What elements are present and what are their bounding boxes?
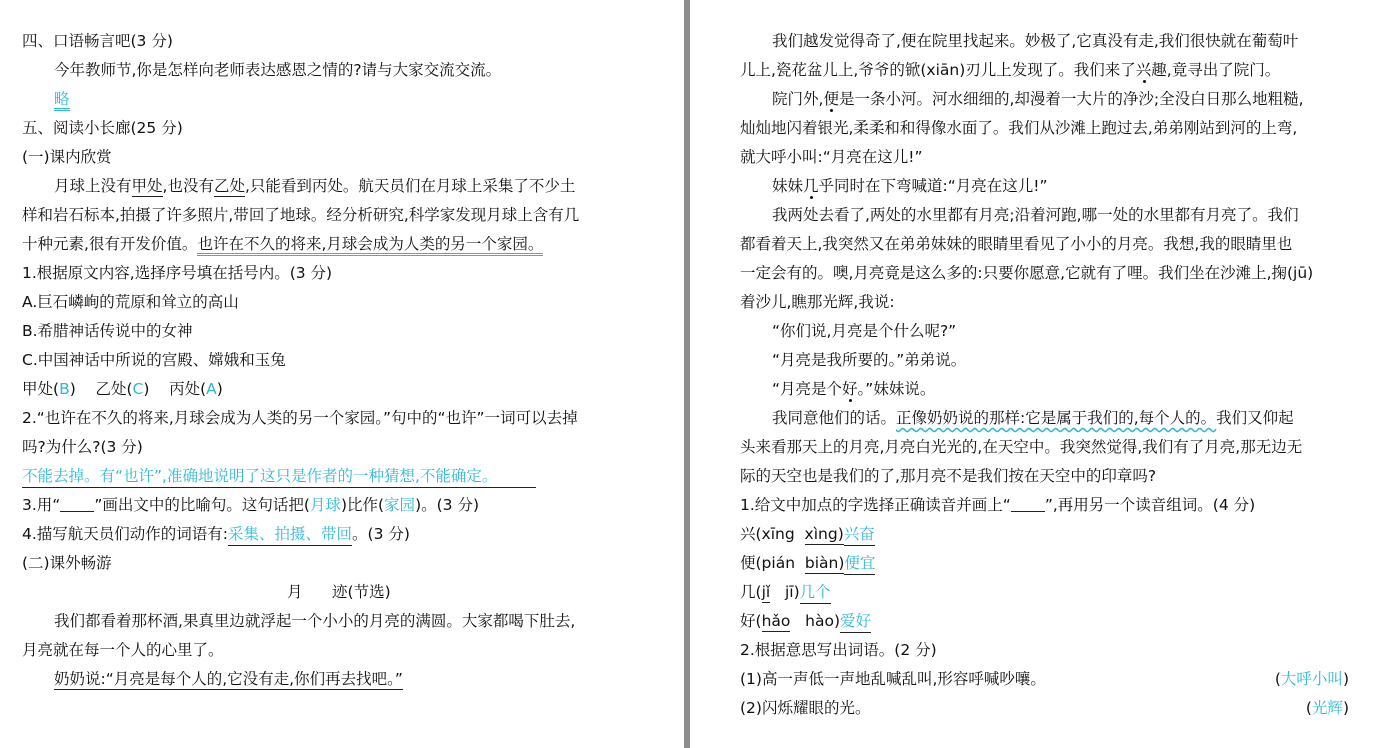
story-title: 月 迹(节选) [287, 583, 391, 601]
section5-title: 五、阅读小长廊(25 分) [22, 119, 183, 137]
right-line11: “你们说,月亮是个什么呢?” [772, 322, 957, 340]
question3: 3.用“ ”画出文中的比喻句。这句话把(月球)比作(家园)。(3 分) [22, 496, 479, 514]
story-line1: 我们都看着那杯酒,果真里边就浮起一个小小的月亮的满圆。大家都喝下肚去, [54, 612, 576, 630]
section4-answer: 略 [54, 89, 70, 109]
right-question2-answer1: (大呼小叫) [1274, 670, 1349, 688]
right-line8: 都看着天上,我突然又在弟弟妹妹的眼睛里看见了小小的月亮。我想,我的眼睛里也 [740, 235, 1293, 253]
right-line9: 一定会有的。噢,月亮竟是这么多的:只要你愿意,它就有了哩。我们坐在沙滩上,掬(jū) [740, 264, 1314, 282]
underline-sample [60, 497, 94, 512]
part2-title: (二)课外畅游 [22, 554, 112, 572]
right-line6: 妹妹几乎同时在下弯喊道:“月亮在这儿!” [772, 177, 1048, 195]
underline-sample [1011, 497, 1045, 512]
option-b: B.希腊神话传说中的女神 [22, 322, 193, 340]
right-line10: 着沙儿,瞧那光辉,我说: [740, 293, 895, 311]
pinyin-ji: 几(jǐ jī)几个 [740, 582, 831, 604]
pinyin-hao: 好(hǎo hào)爱好 [740, 611, 871, 633]
right-page [690, 0, 1377, 748]
story-line2: 月亮就在每一个人的心里了。 [22, 641, 224, 659]
question4: 4.描写航天员们动作的词语有:采集、拍摄、带回。(3 分) [22, 524, 410, 546]
question2-answer: 不能去掉。有“也许”,准确地说明了这只是作者的一种猜想,不能确定。 [22, 466, 536, 488]
passage1-line2: 样和岩石标本,拍摄了许多照片,带回了地球。经分析研究,科学家发现月球上含有几 [22, 206, 580, 224]
right-line13: “月亮是个好。”妹妹说。 [772, 380, 936, 398]
right-line3: 院门外,便是一条小河。河水细细的,却漫着一大片的净沙;全没白日那么地粗糙, [772, 90, 1304, 108]
right-line15: 头来看那天上的月亮,月亮白光光的,在天空中。我突然觉得,我们有了月亮,那无边无 [740, 438, 1303, 456]
right-line7: 我两处去看了,两处的水里都有月亮;沿着河跑,哪一处的水里都有月亮了。我们 [772, 206, 1299, 224]
right-line14: 我同意他们的话。正像奶奶说的那样:它是属于我们的,每个人的。我们又仰起 [772, 409, 1294, 427]
right-question2: 2.根据意思写出词语。(2 分) [740, 641, 937, 659]
section4-title: 四、口语畅言吧(3 分) [22, 32, 173, 50]
right-line4: 灿灿地闪着银光,柔柔和和得像水面了。我们从沙滩上跑过去,弟弟刚站到河的上弯, [740, 119, 1298, 137]
right-line5: 就大呼小叫:“月亮在这儿!” [740, 148, 923, 166]
option-c: C.中国神话中所说的宫殿、嫦娥和玉兔 [22, 351, 286, 369]
question2-line1: 2.“也许在不久的将来,月球会成为人类的另一个家园。”句中的“也许”一词可以去掉 [22, 409, 578, 427]
question2-line2: 吗?为什么?(3 分) [22, 438, 143, 456]
right-line2: 儿上,瓷花盆儿上,爷爷的锨(xiān)刃儿上发现了。我们来了兴趣,竟寻出了院门。 [740, 61, 1281, 79]
right-question2-answer2: (光辉) [1305, 699, 1349, 717]
part1-title: (一)课内欣赏 [22, 148, 112, 166]
question1: 1.根据原文内容,选择序号填在括号内。(3 分) [22, 264, 333, 282]
passage1-line3: 十种元素,很有开发价值。也许在不久的将来,月球会成为人类的另一个家园。 [22, 234, 543, 254]
right-line16: 际的天空也是我们的了,那月亮不是我们按在天空中的印章吗? [740, 467, 1157, 485]
left-page [0, 0, 684, 748]
right-line1: 我们越发觉得奇了,便在院里找起来。妙极了,它真没有走,我们很快就在葡萄叶 [772, 32, 1299, 50]
right-line12: “月亮是我所要的。”弟弟说。 [772, 351, 967, 369]
pinyin-bian: 便(pián biàn)便宜 [740, 553, 875, 575]
right-question2-item1: (1)高一声低一声地乱喊乱叫,形容呼喊吵嚷。 [740, 670, 1046, 688]
option-a: A.巨石嶙峋的荒原和耸立的高山 [22, 293, 239, 311]
right-question2-item2: (2)闪烁耀眼的光。 [740, 699, 871, 717]
pinyin-xing: 兴(xīng xìng)兴奋 [740, 524, 875, 546]
right-question1: 1.给文中加点的字选择正确读音并画上“ ”,再用另一个读音组词。(4 分) [740, 496, 1256, 514]
passage1-line1: 月球上没有甲处,也没有乙处,只能看到丙处。航天员们在月球上采集了不少土 [54, 177, 576, 195]
story-line3: 奶奶说:“月亮是每个人的,它没有走,你们再去找吧。” [54, 670, 403, 688]
question1-answers: 甲处(B) 乙处(C) 丙处(A) [22, 380, 223, 398]
section4-question: 今年教师节,你是怎样向老师表达感恩之情的?请与大家交流交流。 [54, 61, 502, 79]
